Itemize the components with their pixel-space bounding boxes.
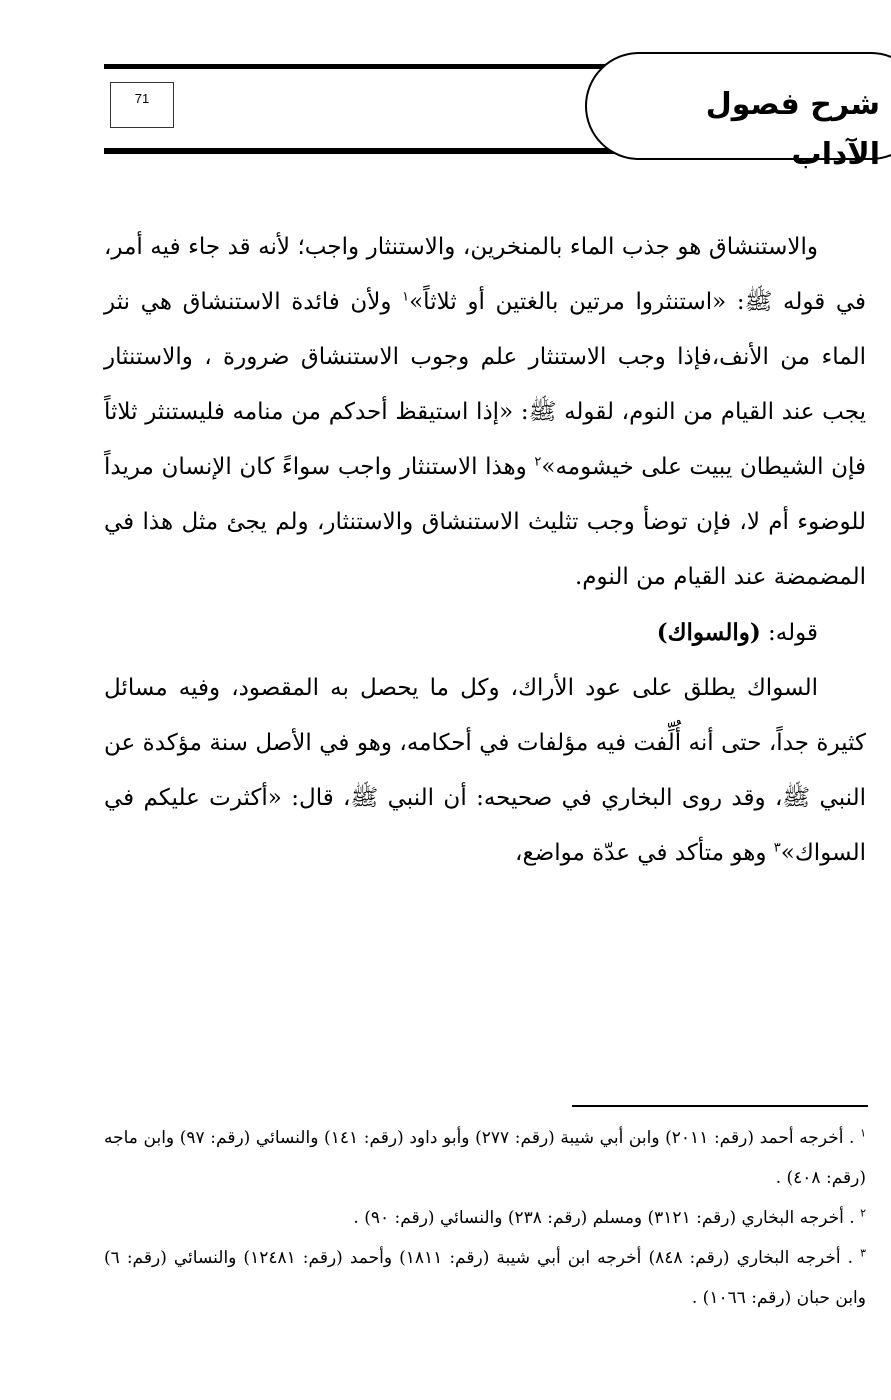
paragraph-1-text: والاستنشاق هو جذب الماء بالمنخرين، والاستنثار واجب؛ لأنه قد جاء فيه أمر، في قوله ﷺ: «استنثروا مرتين بالغتين أو ثلاثاً»	[104, 234, 866, 315]
footnote-ref-1: ١	[402, 289, 410, 305]
section-heading	[104, 605, 866, 661]
footnote-separator	[572, 1105, 868, 1107]
page-curl-icon	[111, 113, 125, 127]
book-title: شرح فصول الآداب	[705, 87, 880, 172]
paragraph-1	[104, 220, 866, 605]
footnote-3	[104, 1238, 866, 1318]
page-number: 71	[134, 91, 150, 106]
footnote-1-text: . أخرجه أحمد (رقم: ٢٠١١) وابن أبي شيبة (رقم: ٢٧٧) وأبو داود (رقم: ١٤١) والنسائي (رقم: ٩٧) وابن ماجه (رقم: ٤٠٨) .	[104, 1128, 866, 1188]
footnote-1	[104, 1118, 866, 1198]
footnote-ref-2: ٢	[534, 454, 542, 470]
footnote-1-marker: ١	[860, 1126, 867, 1140]
paragraph-2	[104, 661, 866, 881]
heading-term: (والسواك)	[656, 619, 761, 646]
footnote-2-marker: ٢	[860, 1206, 866, 1220]
footnote-ref-3: ٣	[773, 840, 781, 856]
footnotes	[104, 1118, 866, 1318]
footnote-3-marker: ٣	[860, 1246, 867, 1260]
footnote-2-text: . أخرجه البخاري (رقم: ٣١٢١) ومسلم (رقم: ٢٣٨) والنسائي (رقم: ٩٠) .	[353, 1208, 855, 1228]
footnote-2	[104, 1198, 866, 1238]
heading-prefix: قوله:	[760, 620, 818, 646]
main-text	[104, 220, 866, 881]
paragraph-2-text: السواك يطلق على عود الأراك، وكل ما يحصل به المقصود، وفيه مسائل كثيرة جداً، حتى أنه أُلِّفت فيه مؤلفات في أحكامه، وهو في الأصل سنة مؤكدة عن النبي ﷺ، وقد روى البخاري في صحيحه: أن النبي ﷺ، قال: «أكثرت عليكم في السواك»	[104, 675, 866, 866]
paragraph-2-end: وهو متأكد في عدّة مواضع،	[515, 840, 774, 866]
footnote-3-text: . أخرجه البخاري (رقم: ٨٤٨) أخرجه ابن أبي شيبة (رقم: ١٨١١) وأحمد (رقم: ١٢٤٨١) والنسائي (رقم: ٦) وابن حبان (رقم: ١٠٦٦) .	[104, 1248, 866, 1308]
page-number-box	[110, 82, 174, 128]
paragraph-1-end: وهذا الاستنثار واجب سواءً كان الإنسان مريداً للوضوء أم لا، فإن توضأ وجب تثليث الاستنشاق والاستنثار، ولم يجئ مثل هذا في المضمضة عند القيام من النوم.	[104, 454, 866, 590]
paragraph-1-continued: ولأن فائدة الاستنشاق هي نثر الماء من الأنف،فإذا وجب الاستنثار علم وجوب الاستنشاق ضرورة ، والاستنثار يجب عند القيام من النوم، لقوله ﷺ: «إذا استيقظ أحدكم من منامه فليستنثر ثلاثاً فإن الشيطان يبيت على خيشومه»	[104, 289, 867, 480]
